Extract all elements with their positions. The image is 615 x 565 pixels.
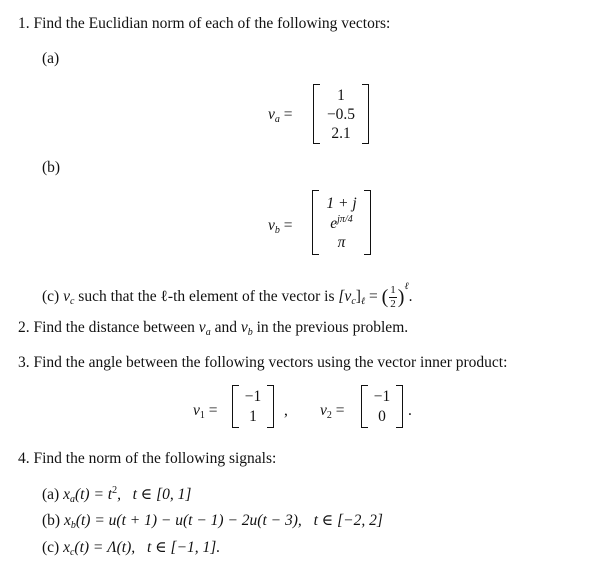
problem-number: 4. xyxy=(18,450,30,467)
part-b-label: (b) xyxy=(42,159,61,176)
part-c: (c) $v_c$ such that the ℓ-th element of the vector is $[v_c]_\ell$ = ( $\frac{1}{2}$ )$^\ell$. xyxy=(42,281,413,310)
matrix-entry: −1 xyxy=(244,388,262,405)
vector-vb-matrix xyxy=(312,190,371,255)
problem-number: 2. xyxy=(18,319,30,336)
matrix-entry: −0.5 xyxy=(326,106,356,123)
matrix-entry: 1 + j xyxy=(326,195,357,212)
fraction: $\frac{1}{2}$ xyxy=(390,283,396,310)
signal-a: (a) $x_a(t) = t^2$, t ∈ [0, 1] xyxy=(42,485,192,505)
matrix-entry: 1 xyxy=(337,87,345,104)
problem-text: Find the angle between the following vectors using the vector inner product: xyxy=(33,354,508,371)
vector-v1-matrix xyxy=(232,385,274,428)
matrix-entry: 2.1 xyxy=(331,125,351,142)
problem-number: 3. xyxy=(18,354,30,371)
problem-text: Find the norm of the following signals: xyxy=(33,450,277,467)
part-a-label: (a) xyxy=(42,50,60,67)
matrix-entry: 0 xyxy=(378,408,386,425)
vector-vb-lhs: $v_b$ = xyxy=(268,217,293,236)
problem-2: 2. Find the distance between $v_a$ and $v_b$ in the previous problem. xyxy=(18,319,409,338)
matrix-entry: π xyxy=(337,234,346,251)
problem-number: 1. xyxy=(18,15,30,32)
signal-c: (c) $x_c(t) = \Lambda(t)$, t ∈ [−1, 1]. xyxy=(42,539,221,558)
problem-1 xyxy=(18,16,390,32)
comma: , xyxy=(284,402,288,419)
signal-b: (b) $x_b(t) = u(t + 1) - u(t - 1) - 2u(t - 3)$, t ∈ [−2, 2] xyxy=(42,512,383,531)
vector-va-lhs: $v_a$ = xyxy=(268,106,293,125)
matrix-entry: −1 xyxy=(373,388,391,405)
vector-v1-lhs: $v_1$ = xyxy=(193,402,218,421)
vector-va-matrix xyxy=(313,84,369,144)
problem-4 xyxy=(18,451,276,467)
period: . xyxy=(408,402,412,419)
matrix-entry: 1 xyxy=(249,408,257,425)
matrix-entry: $e^{j\pi/4}$ xyxy=(330,214,353,232)
vector-v2-lhs: $v_2$ = xyxy=(320,402,345,421)
problem-text: Find the Euclidian norm of each of the following vectors: xyxy=(33,15,391,32)
vector-v2-matrix xyxy=(361,385,403,428)
problem-3 xyxy=(18,355,507,371)
